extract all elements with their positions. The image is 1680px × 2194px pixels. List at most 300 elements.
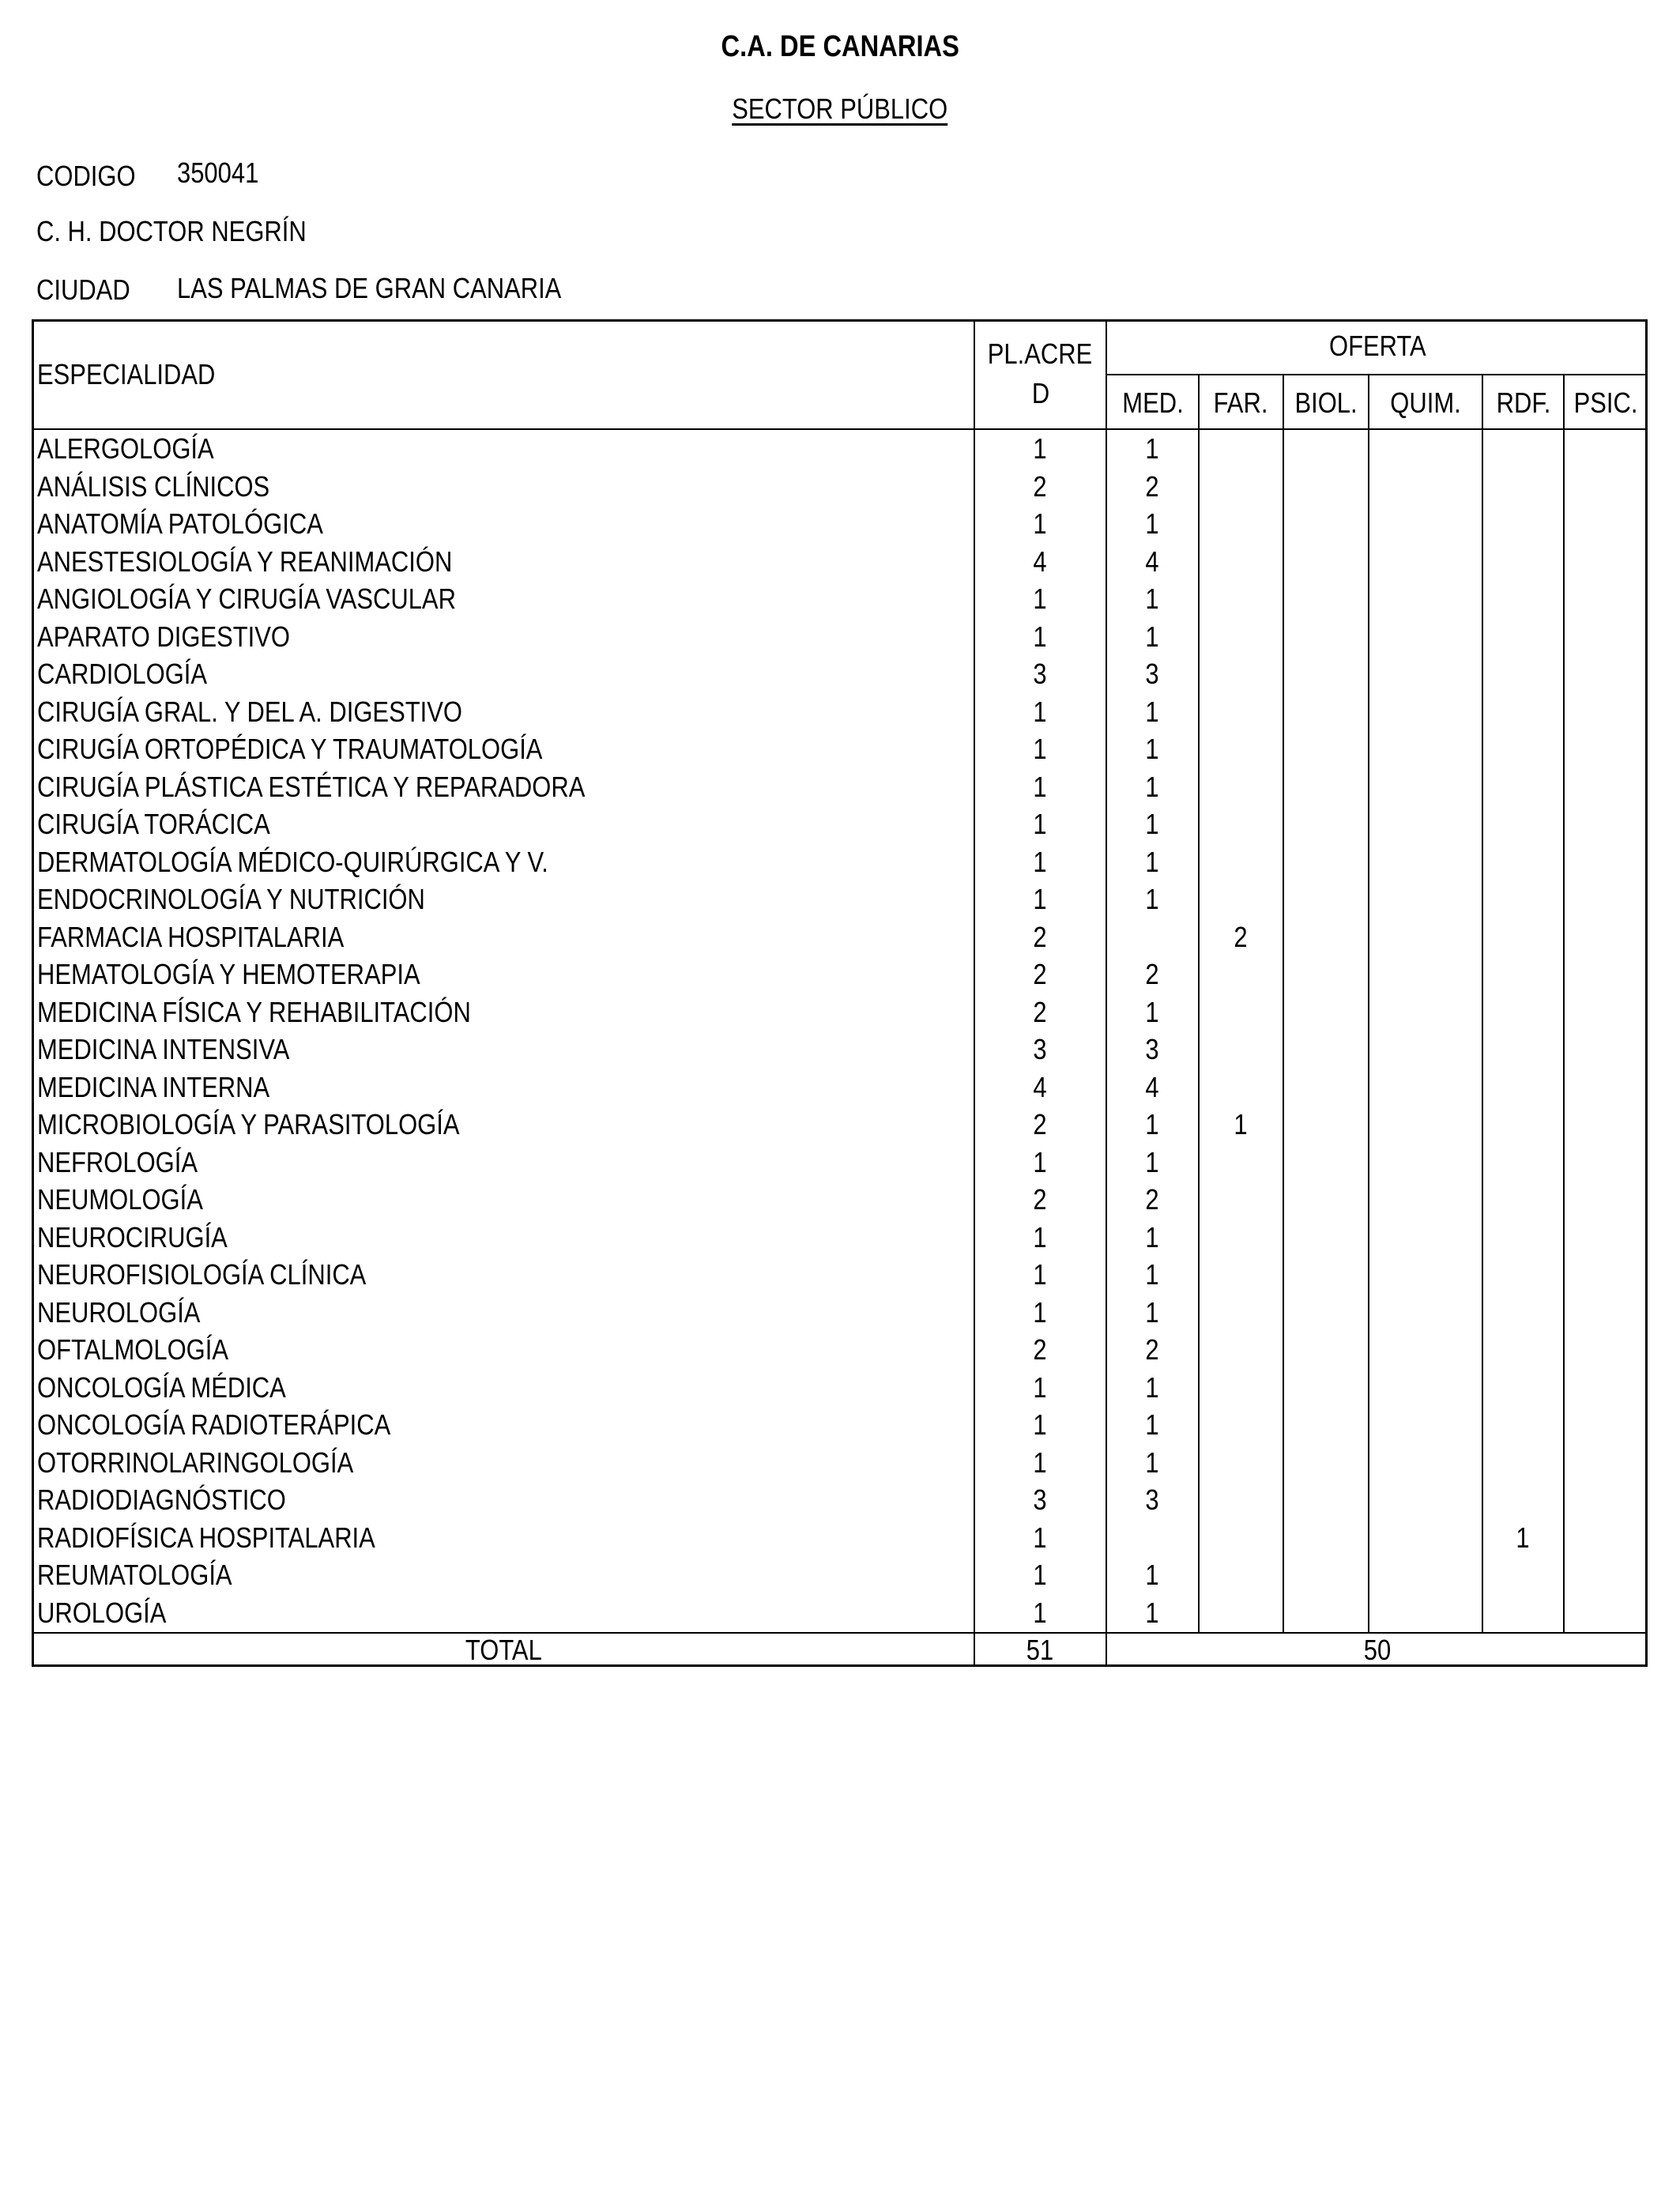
cell-especialidad: HEMATOLOGÍA Y HEMOTERAPIA — [37, 958, 420, 990]
cell-med: 2 — [1145, 1183, 1160, 1216]
cell-med: 2 — [1145, 469, 1160, 503]
table-row — [34, 918, 1645, 956]
cell-med: 3 — [1145, 658, 1160, 690]
cell-biol — [1284, 543, 1368, 581]
cell-placred: 3 — [1033, 658, 1048, 690]
cell-especialidad: CIRUGÍA ORTOPÉDICA Y TRAUMATOLOGÍA — [37, 733, 543, 765]
cell-quim — [1369, 1481, 1482, 1519]
cell-med: 1 — [1145, 507, 1160, 540]
cell-far — [1200, 1594, 1283, 1632]
cell-quim — [1369, 1294, 1482, 1332]
cell-especialidad: OFTALMOLOGÍA — [37, 1333, 228, 1366]
table-row — [34, 1219, 1645, 1257]
codigo-label: CODIGO — [36, 160, 136, 192]
cell-far — [1200, 1444, 1283, 1482]
cell-placred: 1 — [1033, 1145, 1048, 1178]
cell-rdf — [1483, 1144, 1563, 1182]
cell-rdf — [1483, 805, 1563, 843]
cell-quim — [1369, 1031, 1482, 1069]
cell-biol — [1284, 768, 1368, 806]
table-row — [34, 505, 1645, 543]
cell-quim — [1369, 1331, 1482, 1369]
cell-rdf — [1483, 1294, 1563, 1332]
cell-biol — [1284, 1481, 1368, 1519]
cell-med: 1 — [1145, 1370, 1160, 1404]
cell-med: 1 — [1145, 582, 1160, 615]
cell-especialidad: ANATOMÍA PATOLÓGICA — [37, 507, 323, 540]
cell-especialidad: ANESTESIOLOGÍA Y REANIMACIÓN — [37, 545, 453, 578]
cell-biol — [1284, 1369, 1368, 1407]
cell-placred: 1 — [1033, 1295, 1048, 1329]
cell-far — [1200, 1481, 1283, 1519]
cell-rdf — [1483, 1406, 1563, 1444]
cell-far — [1200, 1406, 1283, 1444]
cell-psic — [1565, 430, 1648, 468]
cell-quim — [1369, 956, 1482, 993]
cell-rdf — [1483, 918, 1563, 956]
header-psic: PSIC. — [1574, 386, 1638, 419]
cell-especialidad: RADIODIAGNÓSTICO — [37, 1483, 286, 1516]
especialidades-table — [32, 319, 1648, 1667]
cell-rdf — [1483, 693, 1563, 731]
cell-rdf — [1483, 1481, 1563, 1519]
cell-rdf — [1483, 430, 1563, 468]
cell-rdf — [1483, 543, 1563, 581]
centro-name: C. H. DOCTOR NEGRÍN — [36, 215, 307, 247]
cell-far — [1200, 768, 1283, 806]
cell-especialidad: MEDICINA INTERNA — [37, 1070, 270, 1103]
table-row — [34, 768, 1645, 806]
header-placred-line2: D — [1031, 377, 1049, 409]
codigo-value: 350041 — [177, 156, 259, 189]
cell-med: 1 — [1145, 1559, 1160, 1591]
cell-psic — [1565, 1181, 1648, 1219]
cell-placred: 2 — [1033, 469, 1048, 503]
cell-psic — [1565, 618, 1648, 656]
table-row — [34, 693, 1645, 731]
oferta-divider — [1106, 374, 1648, 375]
cell-psic — [1565, 1519, 1648, 1557]
cell-placred: 1 — [1033, 432, 1048, 465]
cell-psic — [1565, 1331, 1648, 1369]
cell-psic — [1565, 956, 1648, 993]
cell-far: 2 — [1234, 920, 1249, 953]
cell-far — [1200, 880, 1283, 918]
cell-especialidad: FARMACIA HOSPITALARIA — [37, 920, 345, 953]
cell-quim — [1369, 880, 1482, 918]
cell-rdf — [1483, 768, 1563, 806]
sector-label: SECTOR PÚBLICO — [732, 92, 948, 125]
cell-biol — [1284, 505, 1368, 543]
cell-far — [1200, 956, 1283, 993]
cell-biol — [1284, 1144, 1368, 1182]
cell-rdf: 1 — [1516, 1521, 1531, 1554]
table-row — [34, 543, 1645, 581]
cell-especialidad: NEUMOLOGÍA — [37, 1183, 203, 1216]
cell-biol — [1284, 655, 1368, 693]
cell-quim — [1369, 618, 1482, 656]
cell-med: 1 — [1145, 845, 1160, 878]
cell-biol — [1284, 1106, 1368, 1144]
cell-placred: 1 — [1033, 582, 1048, 615]
cell-psic — [1565, 843, 1648, 881]
cell-especialidad: MEDICINA INTENSIVA — [37, 1033, 290, 1065]
cell-placred: 1 — [1033, 1258, 1048, 1291]
cell-quim — [1369, 655, 1482, 693]
table-row — [34, 655, 1645, 693]
header-oferta: OFERTA — [1328, 330, 1426, 362]
cell-psic — [1565, 1481, 1648, 1519]
cell-placred: 4 — [1033, 545, 1048, 578]
header-quim: QUIM. — [1390, 386, 1461, 419]
cell-especialidad: ENDOCRINOLOGÍA Y NUTRICIÓN — [37, 883, 425, 915]
cell-psic — [1565, 768, 1648, 806]
cell-far — [1200, 730, 1283, 768]
cell-biol — [1284, 1219, 1368, 1257]
cell-biol — [1284, 956, 1368, 993]
cell-med: 1 — [1145, 770, 1160, 803]
cell-especialidad: MEDICINA FÍSICA Y REHABILITACIÓN — [37, 995, 471, 1028]
cell-psic — [1565, 655, 1648, 693]
cell-med: 1 — [1145, 808, 1160, 840]
cell-quim — [1369, 843, 1482, 881]
cell-rdf — [1483, 655, 1563, 693]
cell-rdf — [1483, 1219, 1563, 1257]
cell-placred: 2 — [1033, 995, 1048, 1028]
cell-med: 1 — [1145, 733, 1160, 765]
cell-psic — [1565, 1031, 1648, 1069]
cell-especialidad: UROLOGÍA — [37, 1596, 167, 1629]
cell-especialidad: REUMATOLOGÍA — [37, 1559, 232, 1591]
cell-biol — [1284, 1331, 1368, 1369]
cell-quim — [1369, 693, 1482, 731]
cell-placred: 2 — [1033, 1108, 1048, 1140]
cell-rdf — [1483, 1256, 1563, 1294]
cell-far — [1200, 580, 1283, 618]
cell-far — [1200, 543, 1283, 581]
cell-biol — [1284, 1256, 1368, 1294]
cell-placred: 2 — [1033, 958, 1048, 990]
cell-quim — [1369, 580, 1482, 618]
cell-quim — [1369, 1144, 1482, 1182]
table-row — [34, 1519, 1645, 1557]
cell-rdf — [1483, 1106, 1563, 1144]
cell-psic — [1565, 1406, 1648, 1444]
cell-rdf — [1483, 580, 1563, 618]
cell-med: 2 — [1145, 958, 1160, 990]
cell-rdf — [1483, 618, 1563, 656]
cell-psic — [1565, 505, 1648, 543]
cell-psic — [1565, 993, 1648, 1031]
cell-biol — [1284, 1594, 1368, 1632]
cell-especialidad: NEUROCIRUGÍA — [37, 1220, 228, 1253]
cell-rdf — [1483, 993, 1563, 1031]
cell-far — [1200, 805, 1283, 843]
header-far: FAR. — [1214, 386, 1268, 419]
cell-biol — [1284, 580, 1368, 618]
cell-placred: 1 — [1033, 845, 1048, 878]
cell-biol — [1284, 1519, 1368, 1557]
cell-far — [1200, 993, 1283, 1031]
cell-psic — [1565, 1369, 1648, 1407]
ciudad-label: CIUDAD — [36, 273, 130, 306]
ciudad-value: LAS PALMAS DE GRAN CANARIA — [177, 272, 562, 304]
cell-psic — [1565, 1069, 1648, 1106]
cell-med: 1 — [1145, 995, 1160, 1028]
cell-med: 4 — [1145, 545, 1160, 578]
cell-quim — [1369, 730, 1482, 768]
cell-biol — [1284, 1069, 1368, 1106]
cell-far — [1200, 1144, 1283, 1182]
cell-placred: 1 — [1033, 883, 1048, 915]
table-row — [34, 618, 1645, 656]
cell-psic — [1565, 543, 1648, 581]
cell-med: 1 — [1145, 1145, 1160, 1178]
cell-placred: 2 — [1033, 1183, 1048, 1216]
cell-far — [1200, 1031, 1283, 1069]
table-row — [34, 993, 1645, 1031]
cell-placred: 1 — [1033, 1521, 1048, 1554]
cell-especialidad: NEFROLOGÍA — [37, 1145, 198, 1178]
cell-quim — [1369, 468, 1482, 506]
cell-especialidad: ONCOLOGÍA RADIOTERÁPICA — [37, 1408, 391, 1441]
table-row — [34, 880, 1645, 918]
table-row — [34, 805, 1645, 843]
cell-med: 3 — [1145, 1033, 1160, 1065]
cell-psic — [1565, 1219, 1648, 1257]
table-row — [34, 956, 1645, 993]
cell-biol — [1284, 693, 1368, 731]
cell-far — [1200, 618, 1283, 656]
table-row — [34, 430, 1645, 468]
cell-placred: 1 — [1033, 1559, 1048, 1591]
cell-rdf — [1483, 505, 1563, 543]
cell-especialidad: APARATO DIGESTIVO — [37, 620, 290, 653]
cell-quim — [1369, 1106, 1482, 1144]
cell-psic — [1565, 1144, 1648, 1182]
cell-quim — [1369, 805, 1482, 843]
cell-placred: 1 — [1033, 733, 1048, 765]
cell-biol — [1284, 618, 1368, 656]
cell-far — [1200, 1331, 1283, 1369]
cell-biol — [1284, 1556, 1368, 1594]
cell-psic — [1565, 880, 1648, 918]
cell-med: 1 — [1145, 1108, 1160, 1140]
cell-biol — [1284, 918, 1368, 956]
cell-psic — [1565, 1444, 1648, 1482]
table-row — [34, 468, 1645, 506]
table-row — [34, 580, 1645, 618]
cell-placred: 1 — [1033, 1446, 1048, 1479]
cell-biol — [1284, 730, 1368, 768]
total-oferta: 50 — [1363, 1634, 1392, 1666]
table-row — [34, 1294, 1645, 1332]
cell-especialidad: MICROBIOLOGÍA Y PARASITOLOGÍA — [37, 1108, 460, 1140]
cell-psic — [1565, 1556, 1648, 1594]
cell-far — [1200, 1369, 1283, 1407]
cell-far — [1200, 655, 1283, 693]
cell-biol — [1284, 1406, 1368, 1444]
cell-quim — [1369, 1556, 1482, 1594]
cell-rdf — [1483, 1181, 1563, 1219]
cell-rdf — [1483, 1594, 1563, 1632]
cell-far — [1200, 1069, 1283, 1106]
cell-placred: 2 — [1033, 1333, 1048, 1366]
cell-quim — [1369, 993, 1482, 1031]
cell-psic — [1565, 918, 1648, 956]
cell-psic — [1565, 1294, 1648, 1332]
cell-biol — [1284, 1294, 1368, 1332]
cell-med: 1 — [1145, 695, 1160, 728]
cell-psic — [1565, 730, 1648, 768]
cell-biol — [1284, 1181, 1368, 1219]
cell-far — [1200, 505, 1283, 543]
table-row — [34, 1181, 1645, 1219]
cell-placred: 1 — [1033, 808, 1048, 840]
table-row — [34, 1106, 1645, 1144]
cell-far: 1 — [1234, 1108, 1249, 1140]
cell-psic — [1565, 1594, 1648, 1632]
cell-quim — [1369, 1369, 1482, 1407]
cell-quim — [1369, 1219, 1482, 1257]
cell-rdf — [1483, 1031, 1563, 1069]
cell-med: 4 — [1145, 1070, 1160, 1103]
cell-rdf — [1483, 880, 1563, 918]
cell-med: 1 — [1145, 620, 1160, 653]
cell-rdf — [1483, 1556, 1563, 1594]
table-row — [34, 1369, 1645, 1407]
cell-especialidad: ANGIOLOGÍA Y CIRUGÍA VASCULAR — [37, 582, 456, 615]
cell-rdf — [1483, 468, 1563, 506]
header-med: MED. — [1121, 386, 1184, 419]
cell-far — [1200, 468, 1283, 506]
cell-psic — [1565, 805, 1648, 843]
header-placred-line1: PL.ACRE — [988, 337, 1093, 370]
cell-especialidad: ALERGOLOGÍA — [37, 432, 214, 465]
cell-med: 2 — [1145, 1333, 1160, 1366]
cell-quim — [1369, 543, 1482, 581]
total-label: TOTAL — [465, 1634, 542, 1666]
cell-rdf — [1483, 1069, 1563, 1106]
cell-especialidad: CIRUGÍA GRAL. Y DEL A. DIGESTIVO — [37, 695, 462, 728]
cell-biol — [1284, 993, 1368, 1031]
cell-placred: 4 — [1033, 1070, 1048, 1103]
cell-med: 1 — [1145, 1408, 1160, 1441]
cell-quim — [1369, 1594, 1482, 1632]
table-row — [34, 1256, 1645, 1294]
cell-quim — [1369, 505, 1482, 543]
cell-quim — [1369, 1181, 1482, 1219]
cell-med: 1 — [1145, 1596, 1160, 1629]
cell-especialidad: CIRUGÍA PLÁSTICA ESTÉTICA Y REPARADORA — [37, 770, 586, 803]
cell-rdf — [1483, 730, 1563, 768]
cell-psic — [1565, 693, 1648, 731]
cell-quim — [1369, 918, 1482, 956]
cell-med — [1107, 918, 1198, 956]
cell-med — [1107, 1519, 1198, 1557]
cell-quim — [1369, 1256, 1482, 1294]
cell-quim — [1369, 1069, 1482, 1106]
cell-placred: 1 — [1033, 695, 1048, 728]
table-row — [34, 1444, 1645, 1482]
table-row — [34, 1144, 1645, 1182]
table-row — [34, 730, 1645, 768]
cell-biol — [1284, 430, 1368, 468]
cell-psic — [1565, 1256, 1648, 1294]
cell-med: 1 — [1145, 1258, 1160, 1291]
cell-psic — [1565, 1106, 1648, 1144]
cell-med: 1 — [1145, 1220, 1160, 1253]
total-placred: 51 — [1026, 1634, 1054, 1666]
header-biol: BIOL. — [1294, 386, 1358, 419]
cell-psic — [1565, 580, 1648, 618]
cell-far — [1200, 843, 1283, 881]
cell-rdf — [1483, 1444, 1563, 1482]
cell-biol — [1284, 1444, 1368, 1482]
cell-far — [1200, 1519, 1283, 1557]
cell-placred: 1 — [1033, 507, 1048, 540]
cell-biol — [1284, 805, 1368, 843]
table-row — [34, 1481, 1645, 1519]
cell-placred: 1 — [1033, 1220, 1048, 1253]
cell-quim — [1369, 1444, 1482, 1482]
table-row — [34, 1031, 1645, 1069]
header-especialidad: ESPECIALIDAD — [37, 358, 216, 390]
cell-biol — [1284, 468, 1368, 506]
cell-placred: 3 — [1033, 1483, 1048, 1516]
cell-especialidad: CIRUGÍA TORÁCICA — [37, 808, 270, 840]
table-row — [34, 843, 1645, 881]
cell-med: 1 — [1145, 883, 1160, 915]
document-title: C.A. DE CANARIAS — [721, 30, 959, 63]
cell-placred: 1 — [1033, 1596, 1048, 1629]
cell-placred: 1 — [1033, 620, 1048, 653]
cell-quim — [1369, 430, 1482, 468]
cell-quim — [1369, 768, 1482, 806]
cell-med: 1 — [1145, 1295, 1160, 1329]
cell-placred: 2 — [1033, 920, 1048, 953]
cell-placred: 3 — [1033, 1033, 1048, 1065]
table-row — [34, 1594, 1645, 1632]
cell-far — [1200, 1556, 1283, 1594]
table-row — [34, 1556, 1645, 1594]
cell-especialidad: RADIOFÍSICA HOSPITALARIA — [37, 1521, 375, 1554]
cell-quim — [1369, 1406, 1482, 1444]
cell-placred: 1 — [1033, 1370, 1048, 1404]
cell-placred: 1 — [1033, 770, 1048, 803]
cell-far — [1200, 1181, 1283, 1219]
cell-biol — [1284, 843, 1368, 881]
cell-far — [1200, 1219, 1283, 1257]
table-row — [34, 1406, 1645, 1444]
cell-far — [1200, 1256, 1283, 1294]
cell-placred: 1 — [1033, 1408, 1048, 1441]
cell-quim — [1369, 1519, 1482, 1557]
cell-far — [1200, 1294, 1283, 1332]
cell-med: 3 — [1145, 1483, 1160, 1516]
cell-med: 1 — [1145, 432, 1160, 465]
cell-especialidad: OTORRINOLARINGOLOGÍA — [37, 1446, 354, 1479]
cell-especialidad: NEUROFISIOLOGÍA CLÍNICA — [37, 1258, 367, 1291]
cell-especialidad: ANÁLISIS CLÍNICOS — [37, 469, 270, 503]
cell-psic — [1565, 468, 1648, 506]
header-rdf: RDF. — [1496, 386, 1550, 419]
cell-especialidad: CARDIOLOGÍA — [37, 658, 208, 690]
cell-biol — [1284, 1031, 1368, 1069]
table-row — [34, 1069, 1645, 1106]
cell-especialidad: NEUROLOGÍA — [37, 1295, 201, 1329]
cell-rdf — [1483, 956, 1563, 993]
